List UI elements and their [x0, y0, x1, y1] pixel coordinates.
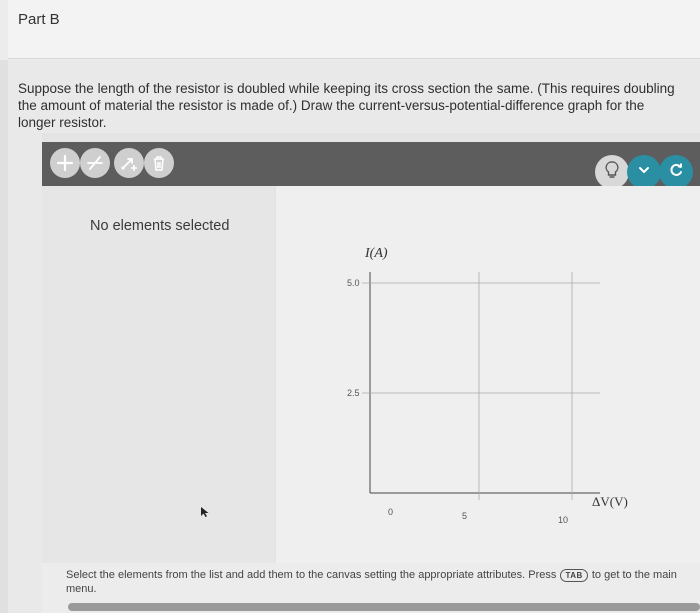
instructions-before: Select the elements from the list and add them to the canvas setting the appropriate attributes. Press	[66, 569, 557, 581]
x-tick-label: 0	[388, 507, 394, 517]
tab-key-badge: TAB	[560, 569, 587, 582]
instructions-text	[66, 568, 686, 596]
question-text: Suppose the length of the resistor is doubled while keeping its cross section the same. (This requires doubling the amount of material the resistor is made of.) Draw the current-versus-potential-difference graph for the longer resistor.	[18, 81, 675, 130]
y-tick-label: 5.0	[347, 278, 360, 288]
x-tick-label: 10	[558, 515, 569, 525]
horizontal-scrollbar[interactable]	[68, 603, 700, 611]
no-elements-message: No elements selected	[90, 218, 230, 234]
y-tick-label: 2.5	[347, 388, 360, 398]
x-tick-label: 5	[462, 511, 468, 521]
y-axis-label: I(A)	[365, 246, 388, 261]
mouse-cursor-icon	[200, 505, 210, 523]
instructions-after: to get to the main menu.	[66, 569, 677, 595]
part-title: Part B	[18, 11, 60, 28]
x-axis-label: ΔV(V)	[592, 494, 628, 509]
